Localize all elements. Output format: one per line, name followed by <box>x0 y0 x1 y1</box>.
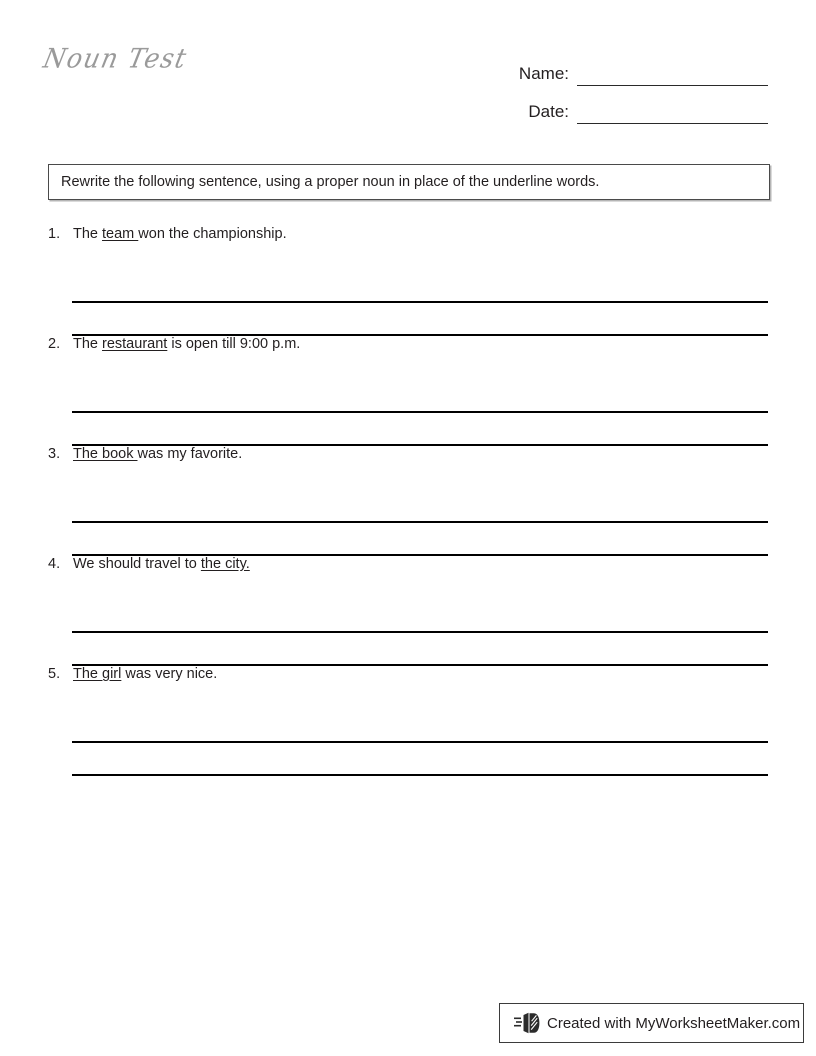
page-title: Noun Test <box>40 42 191 75</box>
question-number: 5. <box>48 666 61 682</box>
answer-line[interactable] <box>72 710 768 743</box>
sentence-underlined: The book <box>73 446 138 462</box>
question-item <box>0 226 816 336</box>
answer-line[interactable] <box>72 743 768 776</box>
question-sentence <box>73 446 242 462</box>
worksheet-maker-logo-icon <box>514 1012 540 1034</box>
question-number: 4. <box>48 556 61 572</box>
question-sentence <box>73 666 217 682</box>
sentence-after: is open till 9:00 p.m. <box>167 336 301 352</box>
sentence-after: won the championship. <box>138 226 287 242</box>
sentence-underlined: the city. <box>200 556 250 572</box>
answer-line[interactable] <box>72 600 768 633</box>
question-text-row <box>0 556 816 578</box>
sentence-before: We should travel to <box>73 556 201 572</box>
question-text-row <box>0 446 816 468</box>
name-label: Name: <box>518 64 569 83</box>
sentence-underlined: team <box>102 226 139 242</box>
footer-credit-text: Created with MyWorksheetMaker.com <box>547 1014 801 1032</box>
name-input-line[interactable] <box>577 65 768 86</box>
sentence-underlined: restaurant <box>102 336 168 352</box>
instruction-box <box>48 164 770 200</box>
answer-line[interactable] <box>72 523 768 556</box>
question-number: 3. <box>48 446 61 462</box>
answer-line[interactable] <box>72 490 768 523</box>
question-item <box>0 336 816 446</box>
question-text-row <box>0 336 816 358</box>
answer-lines <box>72 600 768 666</box>
answer-line[interactable] <box>72 413 768 446</box>
footer-credit-badge[interactable] <box>499 1003 804 1043</box>
question-item <box>0 446 816 556</box>
sentence-after: was very nice. <box>121 666 218 682</box>
answer-line[interactable] <box>72 270 768 303</box>
question-sentence <box>73 226 287 242</box>
answer-lines <box>72 490 768 556</box>
name-date-block <box>498 48 768 124</box>
question-number: 2. <box>48 336 61 352</box>
question-item <box>0 556 816 666</box>
page-header <box>0 0 816 140</box>
sentence-before: The <box>73 226 103 242</box>
answer-line[interactable] <box>72 380 768 413</box>
instruction-text: Rewrite the following sentence, using a proper noun in place of the underline words. <box>61 173 600 190</box>
question-text-row <box>0 666 816 688</box>
answer-lines <box>72 270 768 336</box>
date-input-line[interactable] <box>577 103 768 124</box>
answer-line[interactable] <box>72 303 768 336</box>
question-sentence <box>73 556 250 572</box>
question-item <box>0 666 816 776</box>
date-label: Date: <box>528 102 569 121</box>
question-text-row <box>0 226 816 248</box>
answer-lines <box>72 380 768 446</box>
date-row <box>498 86 768 124</box>
question-list <box>0 226 816 776</box>
sentence-after: was my favorite. <box>137 446 243 462</box>
sentence-before: The <box>73 336 103 352</box>
answer-lines <box>72 710 768 776</box>
question-number: 1. <box>48 226 61 242</box>
name-row <box>498 48 768 86</box>
question-sentence <box>73 336 300 352</box>
sentence-underlined: The girl <box>73 666 122 682</box>
answer-line[interactable] <box>72 633 768 666</box>
